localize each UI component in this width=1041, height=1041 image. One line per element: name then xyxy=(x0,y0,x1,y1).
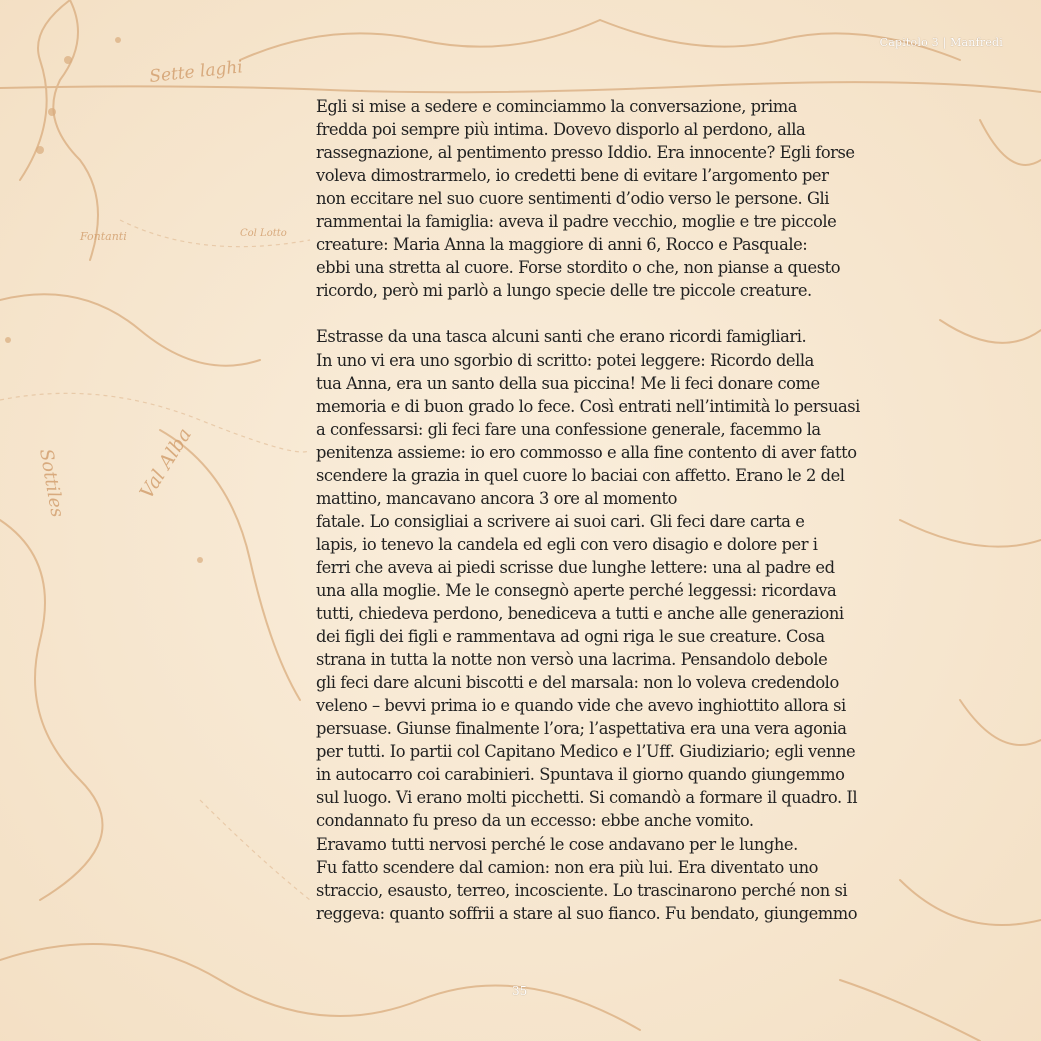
text-line: rassegnazione, al pentimento presso Iddio. Era innocente? Egli forse xyxy=(316,143,855,163)
page-number: 35 xyxy=(512,984,528,998)
paragraph-gap xyxy=(316,302,956,325)
text-line: creature: Maria Anna la maggiore di anni 6, Rocco e Pasquale: xyxy=(316,235,808,255)
paragraph-2 xyxy=(316,325,956,924)
text-line: dei figli dei figli e rammentava ad ogni riga le sue creature. Cosa xyxy=(316,627,825,647)
text-line: in autocarro coi carabinieri. Spuntava il giorno quando giungemmo xyxy=(316,765,845,785)
text-line: mattino, mancavano ancora 3 ore al momento xyxy=(316,488,677,508)
text-line: Eravamo tutti nervosi perché le cose andavano per le lunghe. xyxy=(316,834,798,854)
text-line: rammentai la famiglia: aveva il padre vecchio, moglie e tre piccole xyxy=(316,212,837,232)
text-line: fatale. Lo consigliai a scrivere ai suoi cari. Gli feci dare carta e xyxy=(316,511,805,531)
text-line: voleva dimostrarmelo, io credetti bene di evitare l’argomento per xyxy=(316,166,829,186)
text-line: In uno vi era uno sgorbio di scritto: potei leggere: Ricordo della xyxy=(316,350,814,370)
text-line: condannato fu preso da un eccesso: ebbe anche vomito. xyxy=(316,811,754,831)
map-label-sottiles: Sottiles xyxy=(35,447,68,519)
map-label-sette-laghi: Sette laghi xyxy=(148,57,244,87)
text-line: strana in tutta la notte non versò una lacrima. Pensandolo debole xyxy=(316,650,828,670)
text-line: memoria e di buon grado lo fece. Così entrati nell’intimità lo persuasi xyxy=(316,396,860,416)
text-line: Egli si mise a sedere e cominciammo la conversazione, prima xyxy=(316,97,797,116)
text-line: a confessarsi: gli feci fare una confessione generale, facemmo la xyxy=(316,419,821,439)
text-line: sul luogo. Vi erano molti picchetti. Si comandò a formare il quadro. Il xyxy=(316,788,858,808)
text-line: ebbi una stretta al cuore. Forse stordito o che, non pianse a questo xyxy=(316,258,841,278)
text-line: lapis, io tenevo la candela ed egli con vero disagio e dolore per i xyxy=(316,534,818,554)
text-line: Fu fatto scendere dal camion: non era più lui. Era diventato uno xyxy=(316,857,818,877)
body-text xyxy=(316,95,956,925)
text-line: gli feci dare alcuni biscotti e del marsala: non lo voleva credendolo xyxy=(316,673,839,693)
paragraph-1 xyxy=(316,95,956,302)
text-line: per tutti. Io partii col Capitano Medico e l’Uff. Giudiziario; egli venne xyxy=(316,742,856,762)
text-line: tua Anna, era un santo della sua piccina! Me li feci donare come xyxy=(316,373,820,393)
map-label-col-lotto: Col Lotto xyxy=(240,228,287,239)
text-line: Estrasse da una tasca alcuni santi che erano ricordi famigliari. xyxy=(316,327,807,347)
text-line: una alla moglie. Me le consegnò aperte perché leggessi: ricordava xyxy=(316,580,837,600)
text-line: non eccitare nel suo cuore sentimenti d’odio verso le persone. Gli xyxy=(316,189,830,209)
text-line: scendere la grazia in quel cuore lo baciai con affetto. Erano le 2 del xyxy=(316,465,845,485)
text-line: tutti, chiedeva perdono, benediceva a tutti e anche alle generazioni xyxy=(316,604,844,624)
text-line: veleno – bevvi prima io e quando vide che avevo inghiottito allora si xyxy=(316,696,846,716)
map-label-fontanti: Fontanti xyxy=(80,230,127,243)
text-line: penitenza assieme: io ero commosso e alla fine contento di aver fatto xyxy=(316,442,857,462)
chapter-header: Capitolo 3 | Manfredi xyxy=(879,36,1003,49)
text-line: fredda poi sempre più intima. Dovevo disporlo al perdono, alla xyxy=(316,120,806,140)
text-line: straccio, esausto, terreo, incosciente. Lo trascinarono perché non si xyxy=(316,880,848,900)
text-line: ricordo, però mi parlò a lungo specie delle tre piccole creature. xyxy=(316,281,812,301)
text-line: persuase. Giunse finalmente l’ora; l’aspettativa era una vera agonia xyxy=(316,719,847,739)
text-line: reggeva: quanto soffrii a stare al suo fianco. Fu bendato, giungemmo xyxy=(316,903,858,923)
map-label-val-alba: Val Alba xyxy=(135,424,196,503)
text-line: ferri che aveva ai piedi scrisse due lunghe lettere: una al padre ed xyxy=(316,557,835,577)
